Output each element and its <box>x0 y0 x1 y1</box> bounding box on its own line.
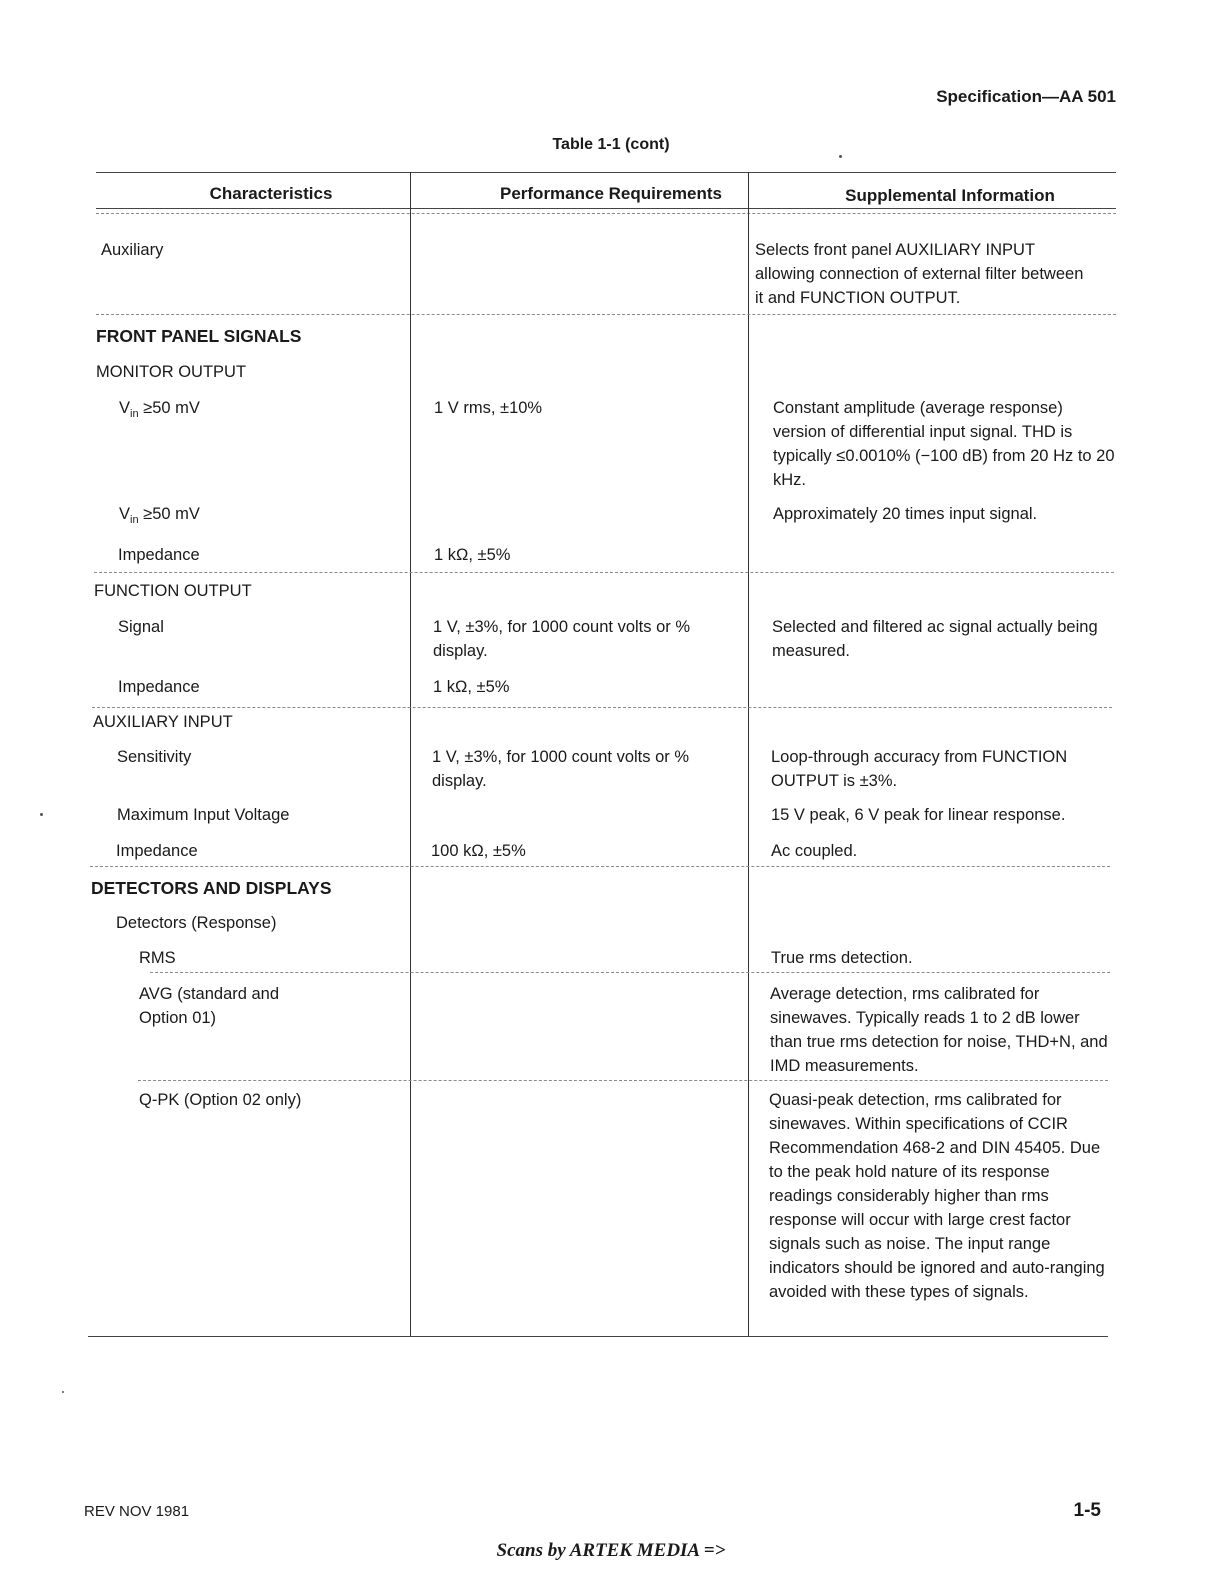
row-rule <box>150 972 1110 973</box>
char-sensitivity: Sensitivity <box>117 748 192 766</box>
perf-signal: 1 V, ±3%, for 1000 count volts or % display. <box>433 618 691 660</box>
perf-function-impedance: 1 kΩ, ±5% <box>433 678 510 696</box>
char-rms: RMS <box>139 949 176 967</box>
char-monitor-impedance: Impedance <box>118 546 200 564</box>
supp-vin-1: Constant amplitude (average response) version of differential input signal. THD is typically ≤0.0010% (−100 dB) from 20 Hz to 20 kHz. <box>773 399 1115 489</box>
supp-auxiliary: Selects front panel AUXILIARY INPUT allowing connection of external filter between it and FUNCTION OUTPUT. <box>755 241 1084 307</box>
row-rule <box>138 1080 1108 1081</box>
revision-date: REV NOV 1981 <box>84 1503 190 1520</box>
supp-sensitivity: Loop-through accuracy from FUNCTION OUTPUT is ±3%. <box>771 748 1068 790</box>
page-number: 1-5 <box>1073 1500 1101 1521</box>
char-auxiliary: Auxiliary <box>101 241 164 259</box>
char-max-input-voltage: Maximum Input Voltage <box>117 806 290 824</box>
section-detectors-and-displays: DETECTORS AND DISPLAYS <box>91 878 332 898</box>
char-detectors-response: Detectors (Response) <box>116 914 277 932</box>
scan-speck <box>62 1391 64 1393</box>
char-function-output: FUNCTION OUTPUT <box>94 582 252 600</box>
supp-rms: True rms detection. <box>771 949 913 967</box>
supp-vin-2: Approximately 20 times input signal. <box>773 505 1038 523</box>
supp-aux-impedance: Ac coupled. <box>771 842 858 860</box>
char-avg: AVG (standard and Option 01) <box>139 985 280 1027</box>
char-function-impedance: Impedance <box>118 678 200 696</box>
perf-monitor-impedance: 1 kΩ, ±5% <box>434 546 511 564</box>
supp-signal: Selected and filtered ac signal actually being measured. <box>772 618 1098 660</box>
scan-speck <box>40 813 43 816</box>
supp-avg: Average detection, rms calibrated for sinewaves. Typically reads 1 to 2 dB lower than true rms detection for noise, THD+N, and IMD measurements. <box>770 985 1108 1075</box>
row-rule <box>90 866 1110 867</box>
column-header-performance: Performance Requirements <box>499 184 723 203</box>
char-signal: Signal <box>118 618 164 636</box>
row-rule <box>92 707 1112 708</box>
table-top-rule <box>96 172 1116 173</box>
char-monitor-output: MONITOR OUTPUT <box>96 363 247 381</box>
scan-credit: Scans by ARTEK MEDIA => <box>496 1540 726 1561</box>
perf-sensitivity: 1 V, ±3%, for 1000 count volts or % display. <box>432 748 690 790</box>
scan-speck <box>839 155 842 158</box>
char-aux-impedance: Impedance <box>116 842 198 860</box>
supp-qpk: Quasi-peak detection, rms calibrated for sinewaves. Within specifications of CCIR Recommendation 468-2 and DIN 45405. Due to the peak hold nature of its response readings considerably higher than rms response will occur with large crest factor signals such as noise. The input range indicators should be ignored and auto-ranging avoided with these types of signals. <box>769 1091 1105 1301</box>
table-title: Table 1-1 (cont) <box>552 136 670 153</box>
char-qpk: Q-PK (Option 02 only) <box>139 1091 302 1109</box>
column-header-characteristics: Characteristics <box>209 184 333 203</box>
column-divider-2 <box>748 172 749 1337</box>
column-divider-1 <box>410 172 411 1337</box>
table-bottom-rule <box>88 1336 1108 1337</box>
char-auxiliary-input: AUXILIARY INPUT <box>93 713 233 731</box>
header-rule-2 <box>96 213 1116 214</box>
running-title: Specification—AA 501 <box>936 87 1116 106</box>
perf-aux-impedance: 100 kΩ, ±5% <box>431 842 526 860</box>
char-vin-2: $V_{in} \ge 50$ mV <box>119 505 200 526</box>
row-rule <box>96 314 1116 315</box>
section-front-panel-signals: FRONT PANEL SIGNALS <box>96 326 302 346</box>
perf-vin-1: 1 V rms, ±10% <box>434 399 543 417</box>
header-rule <box>96 208 1116 209</box>
supp-max-input-voltage: 15 V peak, 6 V peak for linear response. <box>771 806 1066 824</box>
char-vin-1: $V_{in} \ge 50$ mV <box>119 399 200 420</box>
column-header-supplemental: Supplemental Information <box>845 186 1055 205</box>
row-rule <box>94 572 1114 573</box>
